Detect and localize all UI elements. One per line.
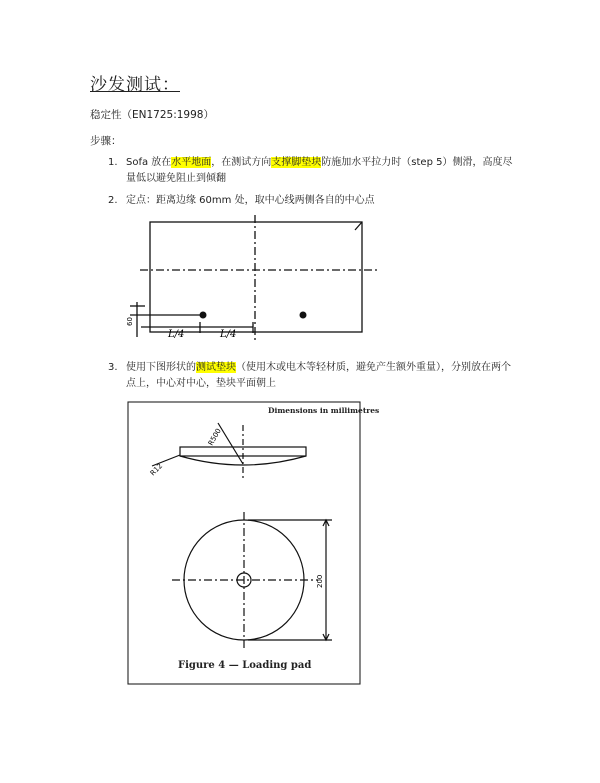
step-number: 3. xyxy=(108,362,118,373)
step-number: 1. xyxy=(108,157,118,168)
step-text: 定点：距离边缘 60mm 处，取中心线两侧各自的中心点 xyxy=(126,195,375,206)
highlight: 测试垫块 xyxy=(196,362,236,373)
page-title: 沙发测试： xyxy=(90,75,180,95)
steps-label: 步骤： xyxy=(90,135,122,147)
label-l4-left: L/4 xyxy=(168,329,185,340)
dim-r12: R12 xyxy=(148,462,165,478)
step-text: 使用下图形状的测试垫块（使用木或电木等轻材质，避免产生额外重量），分别放在两个点上，中心对中心，垫块平面朝上 xyxy=(126,362,511,389)
dim-200: 200 xyxy=(316,574,324,588)
dim-60: 60 xyxy=(126,317,134,326)
figure-caption: Figure 4 — Loading pad xyxy=(178,660,312,671)
highlight: 水平地面 xyxy=(171,157,212,168)
step-number: 2. xyxy=(108,195,118,206)
dim-r500: R500 xyxy=(206,427,223,447)
stability-heading: 稳定性（EN1725:1998） xyxy=(90,109,214,121)
label-l4-right: L/4 xyxy=(220,329,237,340)
step-text: Sofa 放在水平地面，在测试方向支撑脚垫块防施加水平拉力时（step 5）侧滑，高度尽量低以避免阻止到倾翻 xyxy=(126,157,513,184)
dimensions-note: Dimensions in millimetres xyxy=(268,406,380,415)
highlight: 支撑脚垫块 xyxy=(271,157,322,168)
